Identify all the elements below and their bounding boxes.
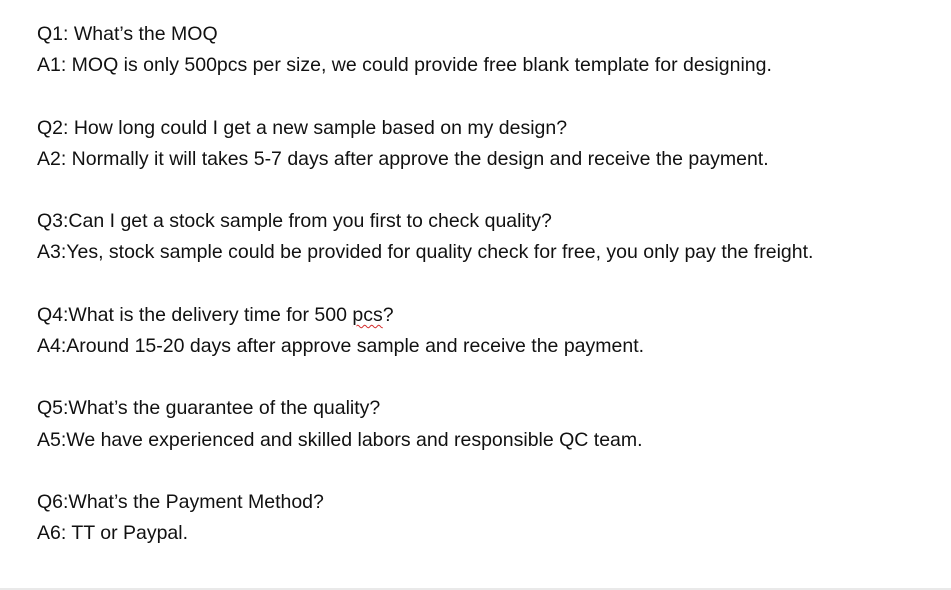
faq-item-q3 [37,206,877,268]
faq-question-punctuation: ? [382,303,394,326]
faq-answer: A2: Normally it will takes 5-7 days after approve the design and receive the payment. [37,147,769,170]
faq-item-q1 [37,19,877,81]
faq-answer: A3:Yes, stock sample could be provided for quality check for free, you only pay the freight. [37,241,814,264]
faq-answer: A1: MOQ is only 500pcs per size, we could provide free blank template for designing. [37,54,772,77]
faq-question: Q6:What’s the Payment Method? [37,490,324,513]
spellcheck-flagged-word[interactable]: pcs [352,303,383,326]
faq-item-q4 [37,300,877,362]
faq-question-text: Q4:What is the delivery time for 500 [37,303,353,326]
faq-question [37,300,877,331]
faq-question: Q5:What’s the guarantee of the quality? [37,397,381,420]
faq-answer: A5:We have experienced and skilled labors and responsible QC team. [37,428,643,451]
faq-item-q6 [37,487,877,549]
faq-document [37,19,877,549]
faq-item-q5 [37,393,877,455]
faq-question: Q2: How long could I get a new sample based on my design? [37,116,568,139]
faq-question: Q1: What’s the MOQ [37,23,218,45]
faq-answer: A6: TT or Paypal. [37,522,189,545]
faq-answer: A4:Around 15-20 days after approve sample and receive the payment. [37,334,645,357]
faq-question: Q3:Can I get a stock sample from you first to check quality? [37,210,552,233]
faq-item-q2 [37,113,877,175]
